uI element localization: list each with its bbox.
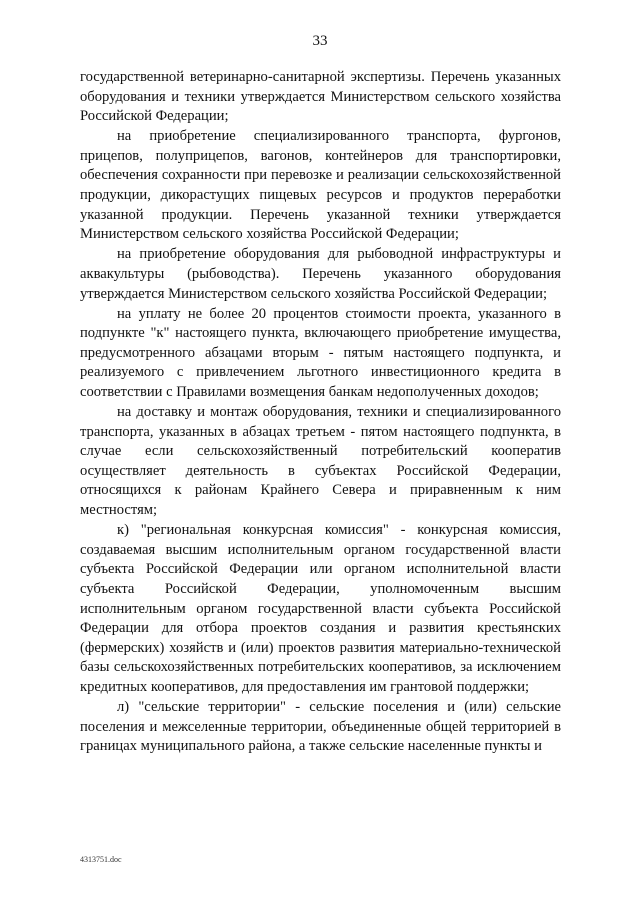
paragraph-delivery-installation: на доставку и монтаж оборудования, техники и специализированного транспорта, указанных в абзацах третьем - пятом настоящего подпункта, в случае если сельскохозяйственный потребительский кооператив осуществляет деятельность в субъектах Российской Федерации, относящихся к районам Крайнего Севера и приравненным к ним местностям;	[80, 404, 561, 519]
paragraph-expertise-continuation: государственной ветеринарно-санитарной экспертизы. Перечень указанных оборудования и техники утверждается Министерством сельского хозяйства Российской Федерации;	[80, 69, 561, 125]
page-number: 33	[312, 33, 328, 49]
paragraph-specialized-transport: на приобретение специализированного транспорта, фургонов, прицепов, полуприцепов, вагонов, контейнеров для транспортировки, обеспечения сохранности при перевозке и реализации сельскохозяйственной продукции, дикорастущих пищевых ресурсов и продуктов переработки указанной продукции. Перечень указанной техники утверждается Министерством сельского хозяйства Российской Федерации;	[80, 128, 561, 243]
paragraph-regional-commission-definition: к) "региональная конкурсная комиссия" - конкурсная комиссия, создаваемая высшим исполнительным органом государственной власти субъекта Российской Федерации или органом исполнительной власти субъекта Российской Федерации, уполномоченным высшим исполнительным органом государственной власти субъекта Российской Федерации для отбора проектов создания и развития крестьянских (фермерских) хозяйств и (или) проектов развития материально-технической базы сельскохозяйственных потребительских кооперативов, за исключением кредитных кооперативов, для предоставления им грантовой поддержки;	[80, 522, 561, 695]
document-body	[80, 68, 561, 757]
paragraph-aquaculture-equipment: на приобретение оборудования для рыбоводной инфраструктуры и аквакультуры (рыбоводства). Перечень указанного оборудования утверждается Министерством сельского хозяйства Российской Федерации;	[80, 246, 561, 302]
paragraph-rural-territories-definition: л) "сельские территории" - сельские поселения и (или) сельские поселения и межселенные территории, объединенные общей территорией в границах муниципального района, а также сельские населенные пункты и	[80, 699, 561, 755]
footer-filename: 4313751.doc	[80, 855, 122, 864]
paragraph-project-cost-payment: на уплату не более 20 процентов стоимости проекта, указанного в подпункте "к" настоящего пункта, включающего приобретение имущества, предусмотренного абзацами вторым - пятым настоящего подпункта, и реализуемого с привлечением льготного инвестиционного кредита в соответствии с Правилами возмещения банкам недополученных доходов;	[80, 305, 561, 400]
